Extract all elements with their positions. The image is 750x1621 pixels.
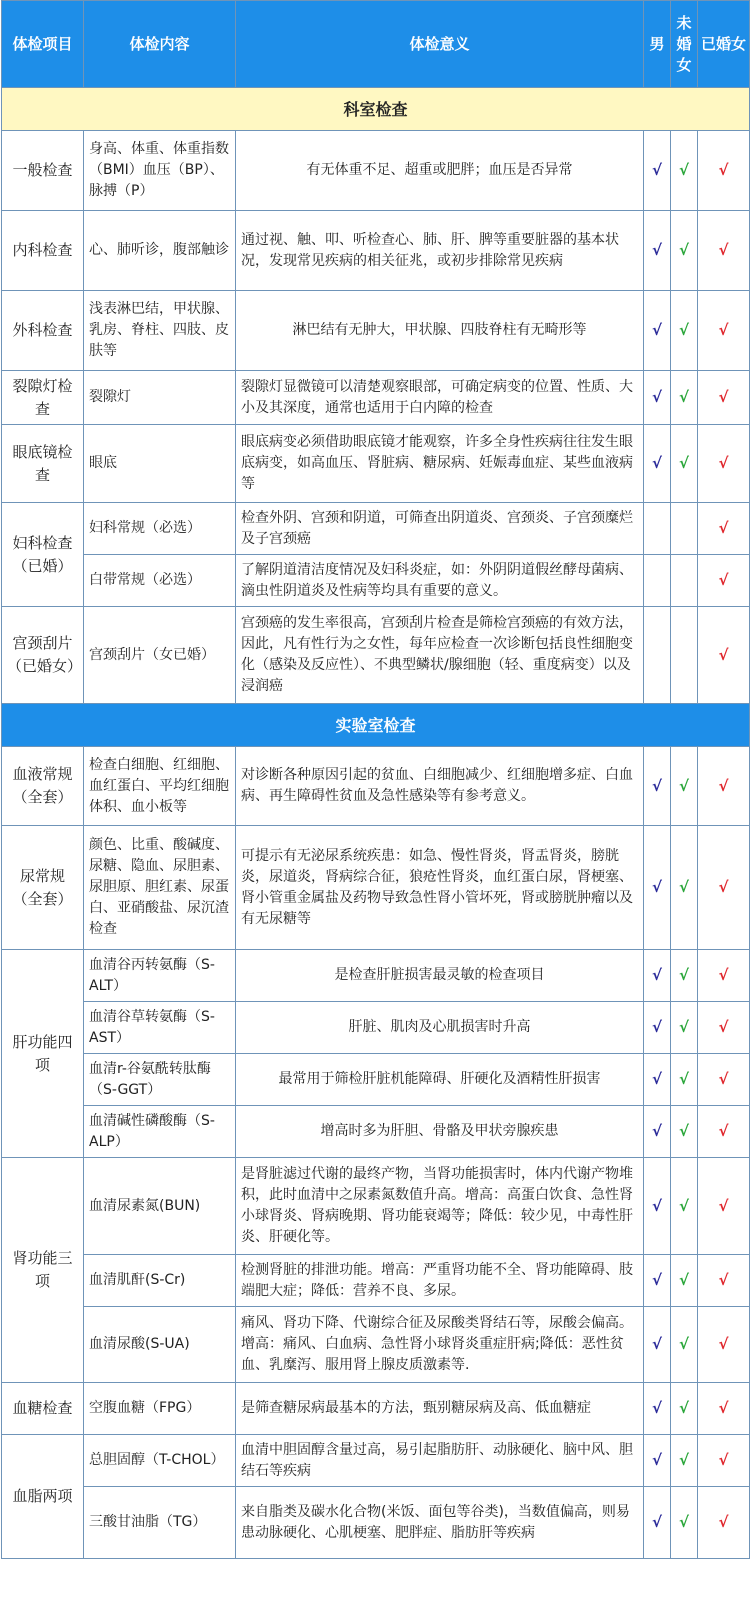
exam-item: 妇科检查（已婚） <box>2 503 84 607</box>
unmarried-check-mark: √ <box>671 1158 698 1255</box>
exam-item: 尿常规（全套） <box>2 826 84 950</box>
exam-meaning: 裂隙灯显微镜可以清楚观察眼部，可确定病变的位置、性质、大小及其深度，通常也适用于白内障的检查 <box>236 371 644 425</box>
table-row <box>2 1383 750 1435</box>
male-check-mark <box>644 503 671 555</box>
header-male: 男 <box>644 1 671 88</box>
exam-content: 血清肌酐(S-Cr) <box>84 1255 236 1307</box>
exam-meaning: 通过视、触、叩、听检查心、肺、肝、脾等重要脏器的基本状况，发现常见疾病的相关征兆，或初步排除常见疾病 <box>236 211 644 291</box>
exam-content: 血清尿素氮(BUN) <box>84 1158 236 1255</box>
exam-meaning: 淋巴结有无肿大，甲状腺、四肢脊柱有无畸形等 <box>236 291 644 371</box>
exam-item: 裂隙灯检查 <box>2 371 84 425</box>
male-check-mark: √ <box>644 1054 671 1106</box>
exam-meaning: 宫颈癌的发生率很高，宫颈刮片检查是筛检宫颈癌的有效方法，因此，凡有性行为之女性，每年应检查一次诊断包括良性细胞变化（感染及反应性）、不典型鳞状/腺细胞（轻、重度病变）以及浸润癌 <box>236 607 644 704</box>
unmarried-check-mark: √ <box>671 371 698 425</box>
table-row <box>2 131 750 211</box>
married-check-mark: √ <box>698 211 750 291</box>
header-meaning: 体检意义 <box>236 1 644 88</box>
married-check-mark: √ <box>698 1158 750 1255</box>
male-check-mark: √ <box>644 1383 671 1435</box>
table-row <box>2 747 750 826</box>
table-row <box>2 1106 750 1158</box>
married-check-mark: √ <box>698 1106 750 1158</box>
male-check-mark: √ <box>644 747 671 826</box>
exam-meaning: 检测肾脏的排泄功能。增高：严重肾功能不全、肾功能障碍、肢端肥大症；降低：营养不良、多尿。 <box>236 1255 644 1307</box>
section-title-lab: 实验室检查 <box>2 704 750 747</box>
exam-content: 眼底 <box>84 425 236 503</box>
unmarried-check-mark: √ <box>671 291 698 371</box>
exam-content: 白带常规（必选） <box>84 555 236 607</box>
table-row <box>2 1255 750 1307</box>
section-row-lab <box>2 704 750 747</box>
unmarried-check-mark: √ <box>671 950 698 1002</box>
male-check-mark: √ <box>644 950 671 1002</box>
unmarried-check-mark: √ <box>671 425 698 503</box>
male-check-mark: √ <box>644 1435 671 1487</box>
married-check-mark: √ <box>698 555 750 607</box>
unmarried-check-mark: √ <box>671 747 698 826</box>
header-married: 已婚女 <box>698 1 750 88</box>
married-check-mark: √ <box>698 1054 750 1106</box>
exam-content: 血清碱性磷酸酶（S-ALP） <box>84 1106 236 1158</box>
exam-meaning: 可提示有无泌尿系统疾患：如急、慢性肾炎，肾盂肾炎，膀胱炎，尿道炎，肾病综合征，狼疮性肾炎，血红蛋白尿，肾梗塞、肾小管重金属盐及药物导致急性肾小管坏死，肾或膀胱肿瘤以及有无尿糖等 <box>236 826 644 950</box>
physical-exam-table <box>1 0 750 1559</box>
unmarried-check-mark <box>671 555 698 607</box>
male-check-mark: √ <box>644 1487 671 1559</box>
married-check-mark: √ <box>698 1383 750 1435</box>
exam-content: 血清谷丙转氨酶（S-ALT） <box>84 950 236 1002</box>
married-check-mark: √ <box>698 291 750 371</box>
table-row <box>2 211 750 291</box>
header-item: 体检项目 <box>2 1 84 88</box>
exam-meaning: 来自脂类及碳水化合物(米饭、面包等谷类)，当数值偏高，则易患动脉硬化、心肌梗塞、肥胖症、脂肪肝等疾病 <box>236 1487 644 1559</box>
exam-content: 浅表淋巴结，甲状腺、乳房、脊柱、四肢、皮肤等 <box>84 291 236 371</box>
male-check-mark: √ <box>644 1106 671 1158</box>
married-check-mark: √ <box>698 950 750 1002</box>
married-check-mark: √ <box>698 425 750 503</box>
married-check-mark: √ <box>698 371 750 425</box>
exam-meaning: 有无体重不足、超重或肥胖；血压是否异常 <box>236 131 644 211</box>
unmarried-check-mark: √ <box>671 1487 698 1559</box>
married-check-mark: √ <box>698 747 750 826</box>
exam-item: 眼底镜检查 <box>2 425 84 503</box>
married-check-mark: √ <box>698 1255 750 1307</box>
exam-item: 血糖检查 <box>2 1383 84 1435</box>
unmarried-check-mark: √ <box>671 1054 698 1106</box>
header-content: 体检内容 <box>84 1 236 88</box>
married-check-mark: √ <box>698 1435 750 1487</box>
male-check-mark: √ <box>644 1158 671 1255</box>
unmarried-check-mark: √ <box>671 1435 698 1487</box>
exam-item: 外科检查 <box>2 291 84 371</box>
unmarried-check-mark: √ <box>671 826 698 950</box>
table-row <box>2 425 750 503</box>
unmarried-check-mark: √ <box>671 131 698 211</box>
male-check-mark: √ <box>644 211 671 291</box>
male-check-mark: √ <box>644 131 671 211</box>
exam-meaning: 是筛查糖尿病最基本的方法，甄别糖尿病及高、低血糖症 <box>236 1383 644 1435</box>
exam-content: 总胆固醇（T-CHOL） <box>84 1435 236 1487</box>
exam-meaning: 眼底病变必须借助眼底镜才能观察，许多全身性疾病往往发生眼底病变，如高血压、肾脏病、糖尿病、妊娠毒血症、某些血液病等 <box>236 425 644 503</box>
exam-content: 妇科常规（必选） <box>84 503 236 555</box>
table-row <box>2 1054 750 1106</box>
exam-content: 颜色、比重、酸碱度、尿糖、隐血、尿胆素、尿胆原、胆红素、尿蛋白、亚硝酸盐、尿沉渣检查 <box>84 826 236 950</box>
unmarried-check-mark: √ <box>671 1255 698 1307</box>
exam-meaning: 了解阴道清洁度情况及妇科炎症，如：外阴阴道假丝酵母菌病、滴虫性阴道炎及性病等均具有重要的意义。 <box>236 555 644 607</box>
table-row <box>2 1487 750 1559</box>
male-check-mark: √ <box>644 826 671 950</box>
married-check-mark: √ <box>698 131 750 211</box>
table-row <box>2 1158 750 1255</box>
exam-content: 心、肺听诊，腹部触诊 <box>84 211 236 291</box>
unmarried-check-mark <box>671 503 698 555</box>
table-row <box>2 371 750 425</box>
table-row <box>2 503 750 555</box>
exam-meaning: 对诊断各种原因引起的贫血、白细胞减少、红细胞增多症、白血病、再生障碍性贫血及急性感染等有参考意义。 <box>236 747 644 826</box>
exam-item: 肾功能三项 <box>2 1158 84 1383</box>
table-row <box>2 291 750 371</box>
header-row <box>2 1 750 88</box>
married-check-mark: √ <box>698 826 750 950</box>
section-row-dept <box>2 88 750 131</box>
male-check-mark: √ <box>644 425 671 503</box>
exam-item: 宫颈刮片（已婚女） <box>2 607 84 704</box>
exam-item: 血液常规（全套） <box>2 747 84 826</box>
unmarried-check-mark: √ <box>671 1002 698 1054</box>
exam-meaning: 痛风、肾功下降、代谢综合征及尿酸类肾结石等，尿酸会偏高。增高：痛风、白血病、急性肾小球肾炎重症肝病;降低：恶性贫血、乳糜泻、服用肾上腺皮质激素等. <box>236 1307 644 1383</box>
exam-content: 身高、体重、体重指数（BMI）血压（BP）、脉搏（P） <box>84 131 236 211</box>
male-check-mark: √ <box>644 371 671 425</box>
married-check-mark: √ <box>698 1487 750 1559</box>
exam-content: 检查白细胞、红细胞、血红蛋白、平均红细胞体积、血小板等 <box>84 747 236 826</box>
exam-meaning: 肝脏、肌肉及心肌损害时升高 <box>236 1002 644 1054</box>
unmarried-check-mark: √ <box>671 211 698 291</box>
exam-meaning: 最常用于筛检肝脏机能障碍、肝硬化及酒精性肝损害 <box>236 1054 644 1106</box>
table-row <box>2 1307 750 1383</box>
male-check-mark <box>644 555 671 607</box>
exam-meaning: 是肾脏滤过代谢的最终产物，当肾功能损害时，体内代谢产物堆积，此时血清中之尿素氮数值升高。增高：高蛋白饮食、急性肾小球肾炎、肾病晚期、肾功能衰竭等；降低：较少见，中毒性肝炎、肝硬化等。 <box>236 1158 644 1255</box>
table-row <box>2 555 750 607</box>
exam-content: 三酸甘油脂（TG） <box>84 1487 236 1559</box>
table-row <box>2 950 750 1002</box>
married-check-mark: √ <box>698 1307 750 1383</box>
married-check-mark: √ <box>698 503 750 555</box>
exam-item: 一般检查 <box>2 131 84 211</box>
exam-item: 内科检查 <box>2 211 84 291</box>
male-check-mark: √ <box>644 291 671 371</box>
male-check-mark: √ <box>644 1255 671 1307</box>
exam-content: 宫颈刮片（女已婚） <box>84 607 236 704</box>
table-row <box>2 1002 750 1054</box>
table-row <box>2 1435 750 1487</box>
table-row <box>2 607 750 704</box>
exam-content: 裂隙灯 <box>84 371 236 425</box>
married-check-mark: √ <box>698 607 750 704</box>
married-check-mark: √ <box>698 1002 750 1054</box>
exam-content: 血清尿酸(S-UA) <box>84 1307 236 1383</box>
exam-meaning: 血清中胆固醇含量过高，易引起脂肪肝、动脉硬化、脑中风、胆结石等疾病 <box>236 1435 644 1487</box>
exam-content: 空腹血糖（FPG） <box>84 1383 236 1435</box>
unmarried-check-mark: √ <box>671 1307 698 1383</box>
unmarried-check-mark: √ <box>671 1383 698 1435</box>
header-unmarried: 未婚女 <box>671 1 698 88</box>
exam-content: 血清谷草转氨酶（S-AST） <box>84 1002 236 1054</box>
exam-item: 肝功能四项 <box>2 950 84 1158</box>
exam-meaning: 增高时多为肝胆、骨骼及甲状旁腺疾患 <box>236 1106 644 1158</box>
exam-meaning: 是检查肝脏损害最灵敏的检查项目 <box>236 950 644 1002</box>
unmarried-check-mark <box>671 607 698 704</box>
exam-meaning: 检查外阴、宫颈和阴道，可筛查出阴道炎、宫颈炎、子宫颈糜烂及子宫颈癌 <box>236 503 644 555</box>
exam-item: 血脂两项 <box>2 1435 84 1559</box>
table-row <box>2 826 750 950</box>
male-check-mark <box>644 607 671 704</box>
unmarried-check-mark: √ <box>671 1106 698 1158</box>
section-title-dept: 科室检查 <box>2 88 750 131</box>
male-check-mark: √ <box>644 1307 671 1383</box>
male-check-mark: √ <box>644 1002 671 1054</box>
exam-content: 血清r-谷氨酰转肽酶（S-GGT） <box>84 1054 236 1106</box>
